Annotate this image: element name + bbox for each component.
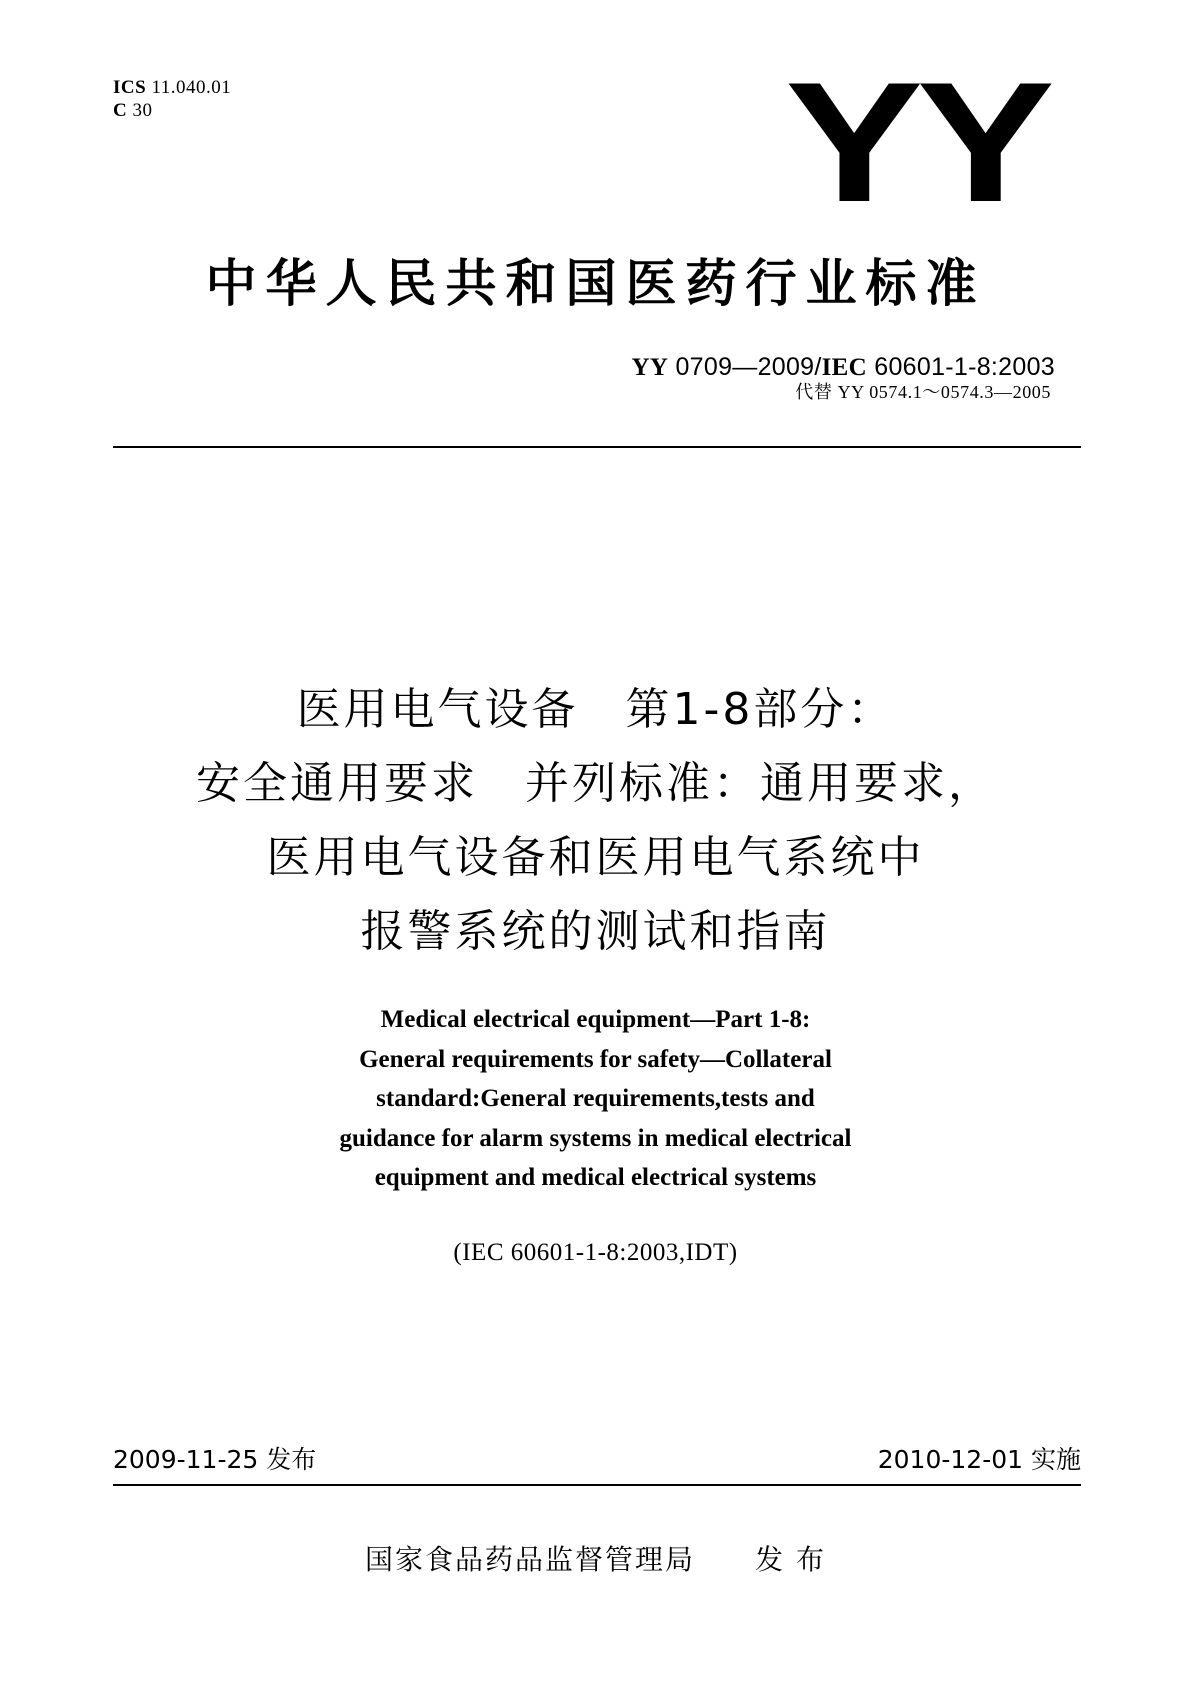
title-zh-line-4: 报警系统的测试和指南 <box>360 906 831 957</box>
ccs-label: C <box>113 100 128 121</box>
title-zh-line-2: 安全通用要求 并列标准：通用要求， <box>196 758 995 809</box>
title-zh-line-3: 医用电气设备和医用电气系统中 <box>266 832 925 883</box>
title-en-line-3: standard:General requirements,tests and <box>376 1085 815 1112</box>
replaces-note: 代替 YY 0574.1～0574.3—2005 <box>795 382 1051 402</box>
iec-prefix: IEC <box>821 354 867 381</box>
title-en-line-2: General requirements for safety—Collateral <box>359 1045 832 1073</box>
adoption-note: (IEC 60601-1-8:2003,IDT) <box>453 1239 738 1266</box>
issue-date: 2009-11-25 发布 <box>113 1445 317 1474</box>
publisher: 国家食品药品监督管理局 发 布 <box>365 1543 826 1576</box>
classification-codes <box>113 76 231 122</box>
implementation-date: 2010-12-01 实施 <box>877 1445 1081 1474</box>
standard-number <box>631 353 1055 382</box>
title-en-line-5: equipment and medical electrical systems <box>374 1164 817 1191</box>
agency-title: 中华人民共和国医药行业标准 <box>205 255 986 314</box>
title-english <box>0 1000 1191 1198</box>
header-divider <box>113 446 1081 448</box>
footer-divider <box>113 1484 1081 1486</box>
ccs-code: 30 <box>132 100 153 121</box>
ics-label: ICS <box>113 77 147 98</box>
ics-code: 11.040.01 <box>151 77 232 98</box>
ccs-line <box>113 99 231 122</box>
title-en-line-4: guidance for alarm systems in medical electrical <box>339 1124 852 1152</box>
ics-line <box>113 76 231 99</box>
title-en-line-1: Medical electrical equipment—Part 1-8: <box>380 1006 811 1033</box>
standard-code: 0709—2009/ <box>675 353 822 381</box>
yy-logo: YY <box>785 47 1048 238</box>
iec-code: 60601-1-8:2003 <box>874 353 1055 381</box>
title-chinese <box>0 673 1191 969</box>
standard-prefix: YY <box>631 354 669 381</box>
title-zh-line-1: 医用电气设备 第1-8部分： <box>296 684 895 735</box>
